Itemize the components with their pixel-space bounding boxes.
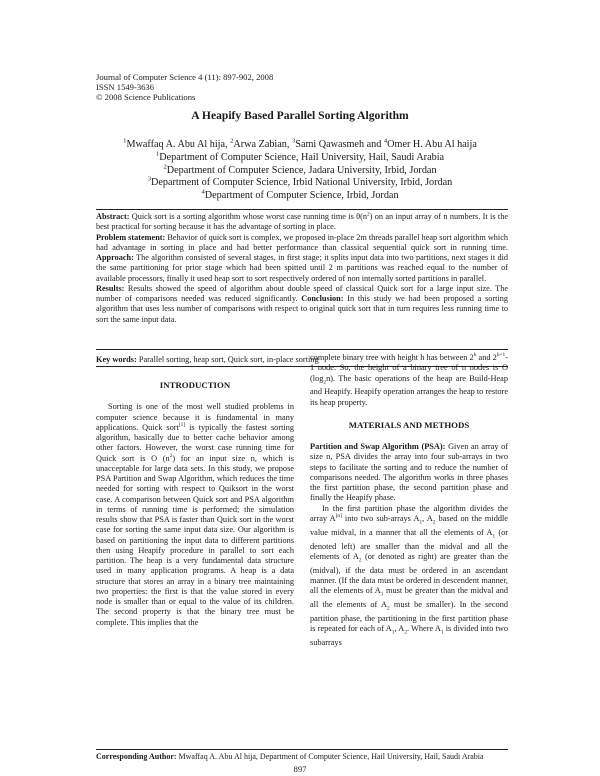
psa-paragraph <box>310 442 508 504</box>
abstract-text: Results showed the speed of algorithm about double speed of classical Quick sort for a large input size. The number of comparisons needed was reduced significantly. <box>96 283 508 303</box>
corresponding-author <box>96 752 508 762</box>
body-text: Sorting is one of the most well studied problems in computer science because it is fundamental in many applications. Quick sort <box>96 402 294 432</box>
body-text: , A <box>394 624 405 634</box>
keywords-label: Key words: <box>96 355 137 364</box>
partition-paragraph: In the first partition phase the algorithm divides the array A[n] into two sub-arrays $A_1$, $A_2$ based on the middle value midval, in a manner that all the elements of $A_1$ (or denoted left) are smaller than the midval and all the elements of $A_2$ (or denoted as right) are greater than the (midval), if the data must be ordered in an ascendant manner. (If the data must be ordered in descendent manner, all the elements of $A_1$ must be greater than the midval and all the elements of $A_2$ must be smaller). In the second partition phase, the partitioning in the first partition phase is repeated for each of $A_1$, $A_2$. Where $A_1$ is divided into two subarrays <box>310 503 509 648</box>
keywords-text: Parallel sorting, heap sort, Quick sort, in-place sorting <box>136 355 319 364</box>
problem-statement-label: Problem statement: <box>96 232 166 242</box>
body-text: into two sub-arrays A <box>341 513 420 523</box>
results-label: Results: <box>96 283 125 293</box>
body-text: In the first partition phase the algorithm divides the array A <box>310 503 508 523</box>
heap-paragraph: complete binary tree with height h has between 2$^h$ and $2^{h+1}-1$ node. So, the height of a binary tree of n nodes is O $(\log_2n)$. The basic operations of the heap are Build-Heap and Heapify. Heapify operation arranges the heap to restore its heap property. <box>310 352 509 407</box>
abstract-bottom-rule <box>96 349 508 350</box>
corresponding-author-text: Mwaffaq A. Abu Al hija, Department of Computer Science, Hail University, Hail, Saudi Arabia <box>176 752 484 761</box>
body-text: (or denoted left) are smaller than the midval and all the elements of A <box>310 527 509 561</box>
body-text: (or denoted as right) are greater than the (midval), if the data must be ordered in an ascendant manner. (If the data must be ordered in descendent manner, all the elements of A <box>310 551 508 596</box>
body-text: n). The basic operations of the heap are Build-Heap and Heapify. Heapify operation arranges the heap to restore its heap property. <box>310 373 508 407</box>
approach-label: Approach: <box>96 253 134 262</box>
abstract-text: Behavior of quick sort is complex, we proposed in-place 2m threads parallel heap sort algorithm which had advantage in sorting in place and had better performance than classical sequential quick sort in running time. <box>96 232 508 252</box>
body-text: based on the middle value midval, in a manner that all the elements of A <box>310 513 508 537</box>
body-text: is typically the fastest sorting algorithm, basically due to better cache behavior among other factors. However, the worst case running time for Quick sort is O (n <box>96 422 294 463</box>
author-names: $^1$Mwaffaq A. Abu Al hija, $^2$Arwa Zabian, $^3$Sami Qawasmeh and $^4$Omer H. Abu Al haija <box>123 137 477 150</box>
abstract-text: Quick sort is a sorting algorithm whose worst case running time is θ(n <box>129 212 367 221</box>
conclusion-label: Conclusion: <box>301 294 344 303</box>
abstract-label: Abstract: <box>96 212 130 221</box>
body-text: must be smaller). In the second partition phase, the partitioning in the first partition phase is repeated for each of A <box>310 600 508 634</box>
introduction-heading: INTRODUCTION <box>159 380 231 390</box>
journal-info <box>96 72 273 103</box>
affiliation: $^3$Department of Computer Science, Irbid National University, Irbid, Jordan <box>147 176 453 189</box>
corresponding-author-label: Corresponding Author: <box>96 752 177 761</box>
abstract-text: In this study we had been proposed a sorting algorithm that uses less number of comparisons with respect to original quick sort that in turn requires less running time to sort the same input data. <box>96 294 509 324</box>
psa-label: Partition and Swap Algorithm (PSA): <box>310 442 446 452</box>
journal-citation: Journal of Computer Science 4 (11): 897-902, 2008 <box>96 72 274 82</box>
affiliation-text: Department of Computer Science, Hail University, Hail, Saudi Arabia <box>159 151 445 163</box>
abstract-top-rule <box>96 209 508 210</box>
body-text: and 2 <box>478 353 497 362</box>
page-number: 897 <box>293 764 307 774</box>
author-name: Arwa Zabian, <box>233 139 292 150</box>
body-text: complete binary tree with height h has between 2 <box>310 353 474 362</box>
abstract-text: ) on an input array of n numbers. It is the best practical for sorting because it has the advantage of sorting in place. <box>96 212 508 232</box>
materials-methods-heading: MATERIALS AND METHODS <box>348 419 470 430</box>
footer-rule <box>96 749 508 750</box>
author-block <box>0 139 600 203</box>
journal-issn: ISSN 1549-3636 <box>96 82 155 93</box>
author-name: Omer H. Abu Al haija <box>387 139 477 150</box>
introduction-paragraph: Sorting is one of the most well studied problems in computer science because it is fundamental in many applications. Quick sort[1] is typically the fastest sorting algorithm, basically due to better cache behavior among other factors. However, the worst case running time for Quick sort is O $(n^2)$ for an input size n, which is unacceptable for large data sets. In this study, we propose PSA Partition and Swap Algorithm, which reduces the time needed for sorting with respect to Quiksort in the worst case. A comparison between Quick sort and PSA algorithm in terms of running time is performed; the simulation results show that PSA is faster than Quick sort in the worst case for sorting the same input data size. Our algorithm is based on partitioning the input data to different partitions then using Heapify procedure in parallel to sort each partition. The heap is a very fundamental data structure used in many application programs. A heap is a data structure that stores an array in a binary tree maintaining two properties: the first is that the value stored in every node is smaller than or equal to the value of its children. The second property is that the binary tree must be complete. This implies that the <box>96 402 294 627</box>
affiliation: $^2$Department of Computer Science, Jadara University, Irbid, Jordan <box>163 163 437 176</box>
author-name: Mwaffaq A. Abu Al hija, <box>126 139 231 150</box>
affiliation: $^1$Department of Computer Science, Hail University, Hail, Saudi Arabia <box>155 150 445 163</box>
body-text: -1 node. So, the height of a binary tree of n nodes is O (log <box>310 353 509 383</box>
affiliation-text: Department of Computer Science, Jadara University, Irbid, Jordan <box>166 164 437 176</box>
affiliation-text: Department of Computer Science, Irbid, Jordan <box>204 190 399 202</box>
right-column <box>310 353 508 649</box>
left-column <box>96 368 294 628</box>
body-text: must be greater than the midval and all the elements of A <box>310 586 508 610</box>
abstract: Abstract: Quick sort is a sorting algorithm whose worst case running time is $\theta(n^2)$ on an input array of n numbers. It is the best practical for sorting because it has the advantage of sorting in place. Problem statement: Behavior of quick sort is complex, we proposed in-place 2m threads parallel heap sort algorithm which had advantage in sorting in place and had better performance than classical sequential quick sort in running time. Approach: The algorithm consisted of several stages, in first stage; it splits input data into two partitions, next stages it did the same partitioning for prior stage which had been spitted until 2 m partitions was reached equal to the number of available processors, finally it used heap sort to sort respectively ordered of non internally sorted partitions in parallel. Results: Results showed the speed of algorithm about double speed of classical Quick sort for a large input size. The number of comparisons needed was reduced significantly. Conclusion: In this study we had been proposed a sorting algorithm that uses less number of comparisons with respect to original quick sort that in turn requires less running time to sort the same input data. <box>96 211 509 324</box>
affiliation: $^4$Department of Computer Science, Irbid, Jordan <box>201 188 399 202</box>
body-text: , A <box>422 513 433 523</box>
paper-title: A Heapify Based Parallel Sorting Algorithm <box>191 109 409 122</box>
body-text: Given an array of size n, PSA divides the array into four sub-arrays in two steps to facilitate the sorting and to reduce the number of comparisons needed. The algorithm works in three phases the first partition phase, the second partition phase and finally the Heapify phase. <box>310 442 509 503</box>
body-text: . Where A <box>406 624 441 634</box>
body-text: is divided into two subarrays <box>310 624 508 648</box>
citation: [1] <box>178 421 186 428</box>
abstract-text: The algorithm consisted of several stages, in first stage; it splits input data into two partitions, next stages it did the same partitioning for prior stage which had been spitted until 2 m partitions was reached equal to the number of available processors, finally it used heap sort to sort respectively ordered of non internally sorted partitions in parallel. <box>96 253 508 283</box>
affiliation-text: Department of Computer Science, Irbid National University, Irbid, Jordan <box>151 177 453 189</box>
journal-copyright: © 2008 Science Publications <box>96 92 196 103</box>
author-name: Sami Qawasmeh and <box>295 139 384 150</box>
body-text: ) for an input size n, which is unacceptable for large data sets. In this study, we propose PSA Partition and Swap Algorithm, which reduces the time needed for sorting with respect to Quiksort in the worst case. A comparison between Quick sort and PSA algorithm in terms of running time is performed; the simulation results show that PSA is faster than Quick sort in the worst case for sorting the same input data size. Our algorithm is based on partitioning the input data to different partitions then using Heapify procedure in parallel to sort each partition. The heap is a very fundamental data structure used in many application programs. A heap is a data structure that stores an array in a binary tree maintaining two properties: the first is that the value stored in every node is smaller than or equal to the value of its children. The second property is that the binary tree must be complete. This implies that the <box>96 453 294 627</box>
